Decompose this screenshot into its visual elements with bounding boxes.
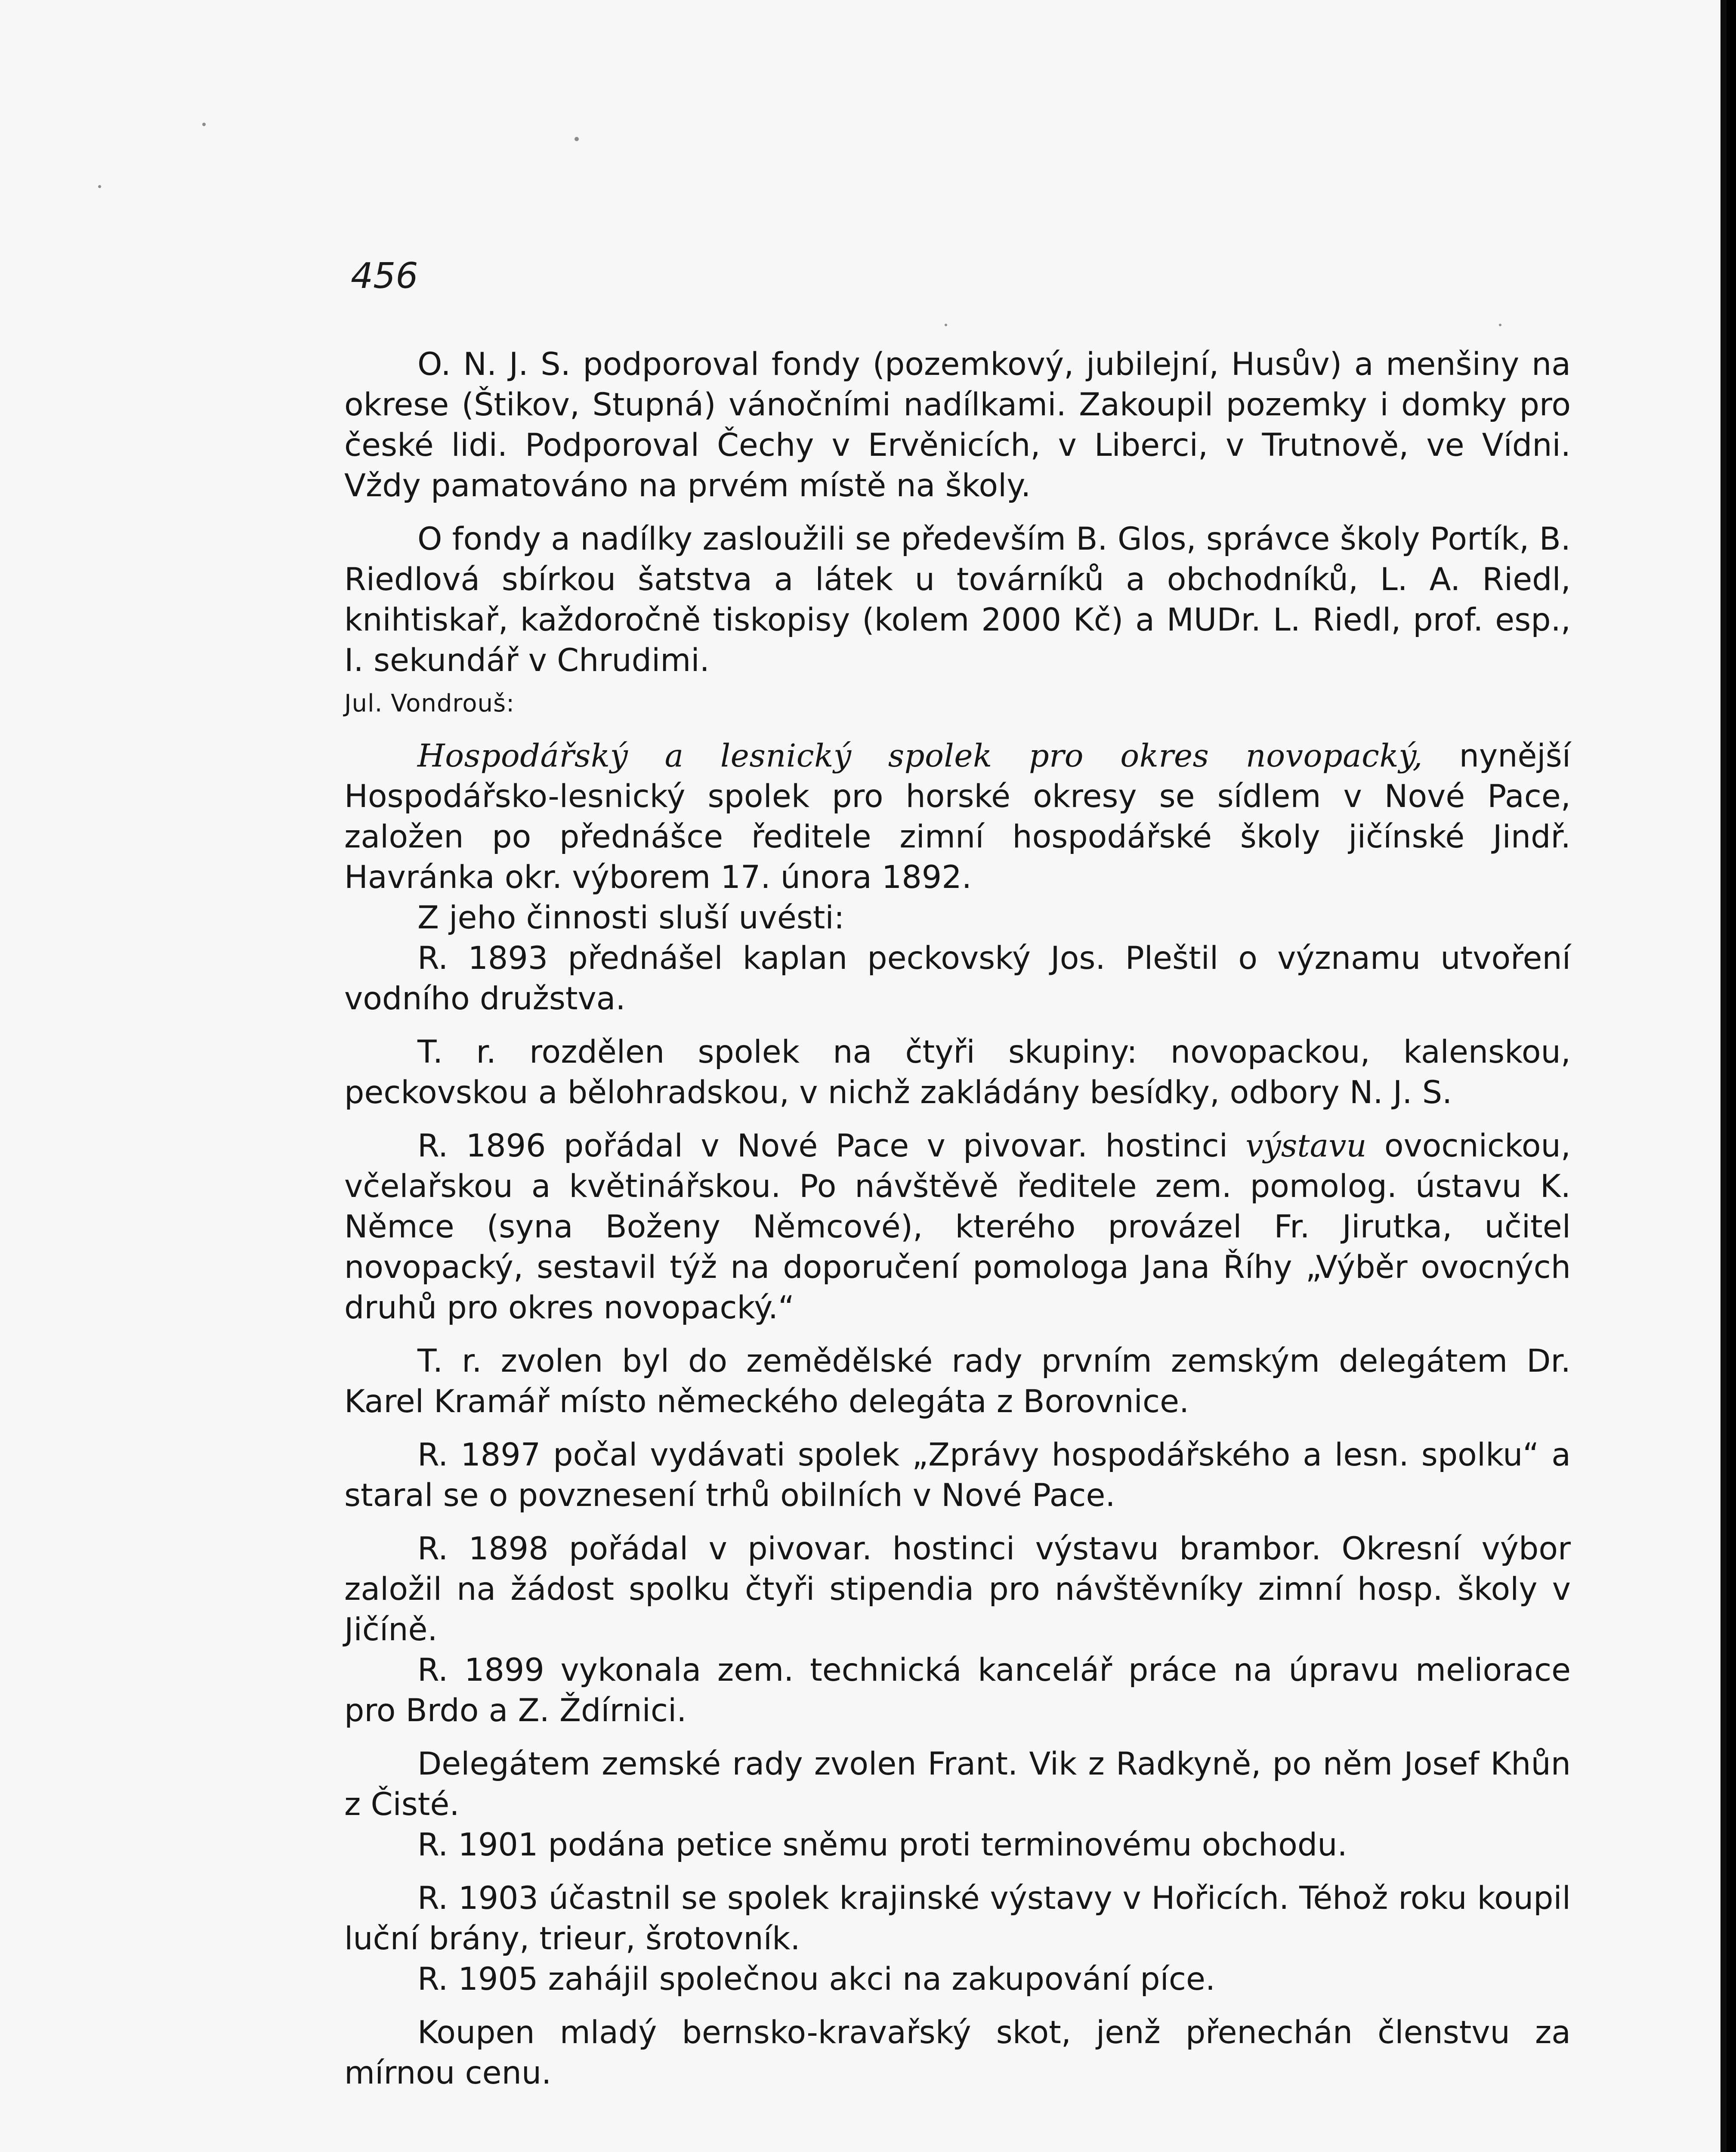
paragraph-delegate-kramar: T. r. zvolen byl do zemědělské rady prvním zemským delegátem Dr. Karel Kramář místo německého delegáta z Borovnice.: [344, 1343, 1571, 1420]
scan-speck: [575, 137, 579, 141]
paragraph-1905: R. 1905 zahájil společnou akci na zakupování píce.: [417, 1961, 1216, 1997]
scan-speck: [98, 185, 101, 188]
scan-speck: [202, 123, 206, 126]
society-intro-text: nynější Hospodářsko-lesnický spolek pro horské okresy se sídlem v Nové Pace, založen po přednášce ředitele zimní hospodářské školy jičínské Jindř. Havránka okr. výborem 17. února 1892.: [344, 738, 1571, 896]
exhibition-emphasis: výstavu: [1245, 1128, 1367, 1164]
author-signature: Jul. Vondrouš:: [344, 690, 515, 717]
paragraph-1899: R. 1899 vykonala zem. technická kancelář práce na úpravu meliorace pro Brdo a Z. Ždírnici.: [344, 1652, 1571, 1729]
paragraph-cattle: Koupen mladý bernsko-kravařský skot, jenž přenechán členstvu za mírnou cenu.: [344, 2014, 1571, 2091]
paragraph-1893: R. 1893 přednášel kaplan peckovský Jos. Pleštil o významu utvoření vodního družstva.: [344, 940, 1571, 1017]
society-name-title: Hospodářský a lesnický spolek pro okres novopacký,: [417, 738, 1423, 774]
scan-speck: [945, 324, 947, 326]
paragraph-1897: R. 1897 počal vydávati spolek „Zprávy hospodářského a lesn. spolku“ a staral se o povznesení trhů obilních v Nové Pace.: [344, 1437, 1571, 1514]
page-body: [344, 344, 1571, 2093]
paragraph-1896-part-b: ovocnickou, včelařskou a květinářskou. Po návštěvě ředitele zem. pomolog. ústavu K. Němce (syna Boženy Němcové), kterého provázel Fr. Jirutka, učitel novopacký, sestavil týž na doporučení pomologa Jana Říhy „Výběr ovocných druhů pro okres novopacký.“: [344, 1128, 1571, 1326]
paragraph-1901: R. 1901 podána petice sněmu proti terminovému obchodu.: [417, 1827, 1347, 1863]
page-number: 456: [351, 256, 418, 297]
paragraph-1903: R. 1903 účastnil se spolek krajinské výstavy v Hořicích. Téhož roku koupil luční brány, trieur, šrotovník.: [344, 1880, 1571, 1957]
paragraph-society-intro: [344, 736, 1571, 898]
paragraph-delegates: Delegátem zemské rady zvolen Frant. Vik z Radkyně, po něm Josef Khůn z Čisté.: [344, 1746, 1571, 1823]
paragraph-activities-heading: Z jeho činnosti sluší uvésti:: [417, 900, 845, 936]
paragraph-1896: [344, 1126, 1571, 1328]
paragraph-contributors: O fondy a nadílky zasloužili se především B. Glos, správce školy Portík, B. Riedlová sbírkou šatstva a látek u továrníků a obchodníků, L. A. Riedl, knihtiskař, každoročně tiskopisy (kolem 2000 Kč) a MUDr. L. Riedl, prof. esp., I. sekundář v Chrudimi.: [344, 521, 1571, 679]
scan-speck: [1499, 324, 1501, 326]
paragraph-njs-support: O. N. J. S. podporoval fondy (pozemkový, jubilejní, Husův) a menšiny na okrese (Štikov, Stupná) vánočními nadílkami. Zakoupil pozemky i domky pro české lidi. Podporoval Čechy v Ervěnicích, v Liberci, v Trutnově, ve Vídni. Vždy pamatováno na prvém místě na školy.: [344, 346, 1571, 504]
paragraph-groups: T. r. rozdělen spolek na čtyři skupiny: novopackou, kalenskou, peckovskou a bělohradskou, v nichž zakládány besídky, odbory N. J. S.: [344, 1034, 1571, 1111]
paragraph-1896-part-a: R. 1896 pořádal v Nové Pace v pivovar. hostinci: [417, 1128, 1246, 1164]
paragraph-1898: R. 1898 pořádal v pivovar. hostinci výstavu brambor. Okresní výbor založil na žádost spolku čtyři stipendia pro návštěvníky zimní hosp. školy v Jičíně.: [344, 1531, 1571, 1648]
